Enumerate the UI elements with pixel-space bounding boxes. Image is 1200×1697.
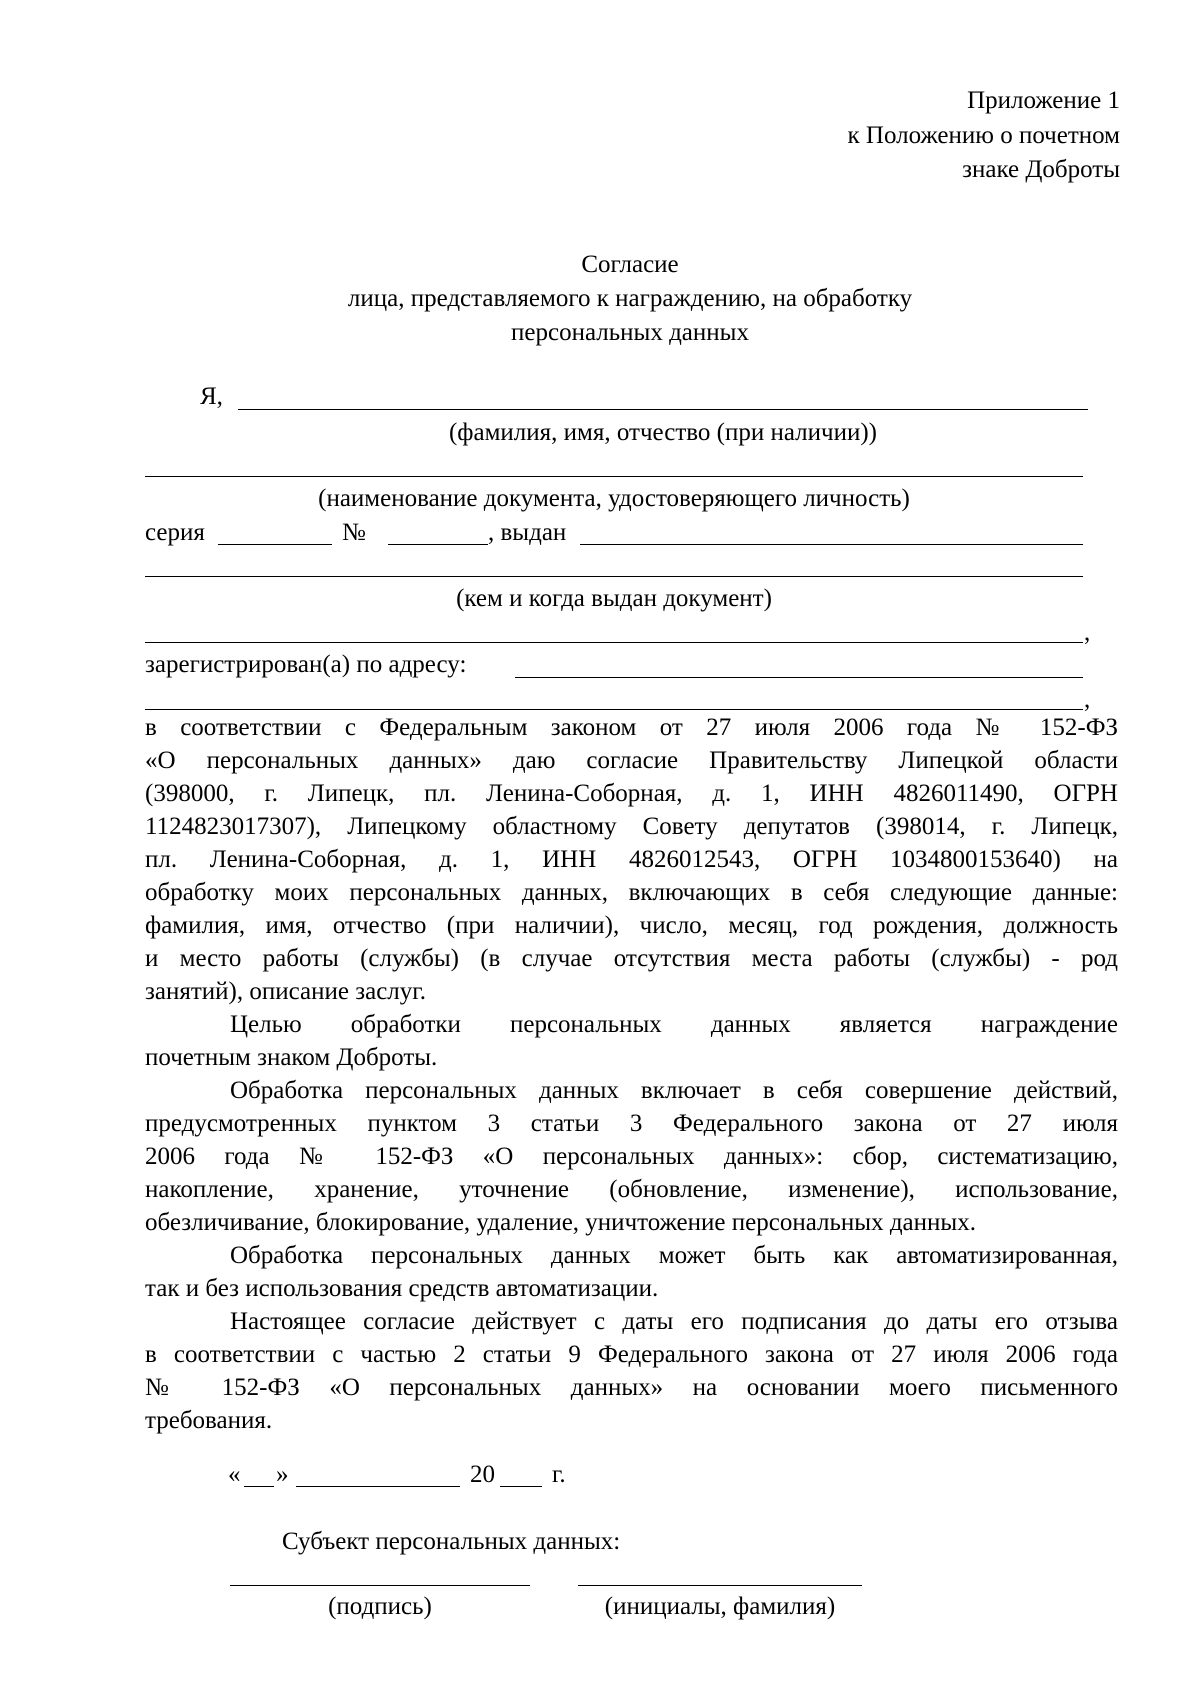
body-line: накопление, хранение, уточнение (обновление, изменение), использование, [145, 1176, 1118, 1203]
body-line: в соответствии с частью 2 статьи 9 Федерального закона от 27 июля 2006 года [145, 1341, 1118, 1368]
year-field-line[interactable] [500, 1486, 542, 1487]
registered-label: зарегистрирован(а) по адресу: [145, 651, 467, 678]
body-line: так и без использования средств автоматизации. [145, 1275, 659, 1302]
subject-label: Субъект персональных данных: [282, 1528, 621, 1555]
body-line: обработку моих персональных данных, включающих в себя следующие данные: [145, 879, 1118, 906]
body-line: Обработка персональных данных включает в себя совершение действий, [230, 1077, 1118, 1104]
issued-field-line[interactable] [580, 544, 1083, 545]
body-line: обезличивание, блокирование, удаление, уничтожение персональных данных. [145, 1209, 976, 1236]
body-line: предусмотренных пунктом 3 статьи 3 Федерального закона от 27 июля [145, 1110, 1118, 1137]
number-sign-label: № [342, 519, 366, 546]
appendix-number: Приложение 1 [967, 87, 1120, 114]
body-line: пл. Ленина-Соборная, д. 1, ИНН 4826012543, ОГРН 1034800153640) на [145, 846, 1118, 873]
body-line: № 152-ФЗ «О персональных данных» на основании моего письменного [145, 1374, 1118, 1401]
appendix-reference: к Положению о почетном [847, 122, 1120, 149]
comma-mark: , [1084, 619, 1091, 646]
seria-label: серия [145, 519, 205, 546]
body-line: в соответствии с Федеральным законом от 27 июля 2006 года № 152-ФЗ [145, 714, 1118, 741]
issued-by-hint: (кем и когда выдан документ) [456, 585, 772, 612]
seria-field-line[interactable] [218, 544, 332, 545]
body-line: Обработка персональных данных может быть как автоматизированная, [230, 1242, 1118, 1269]
ya-label: Я, [200, 383, 223, 410]
fio-hint: (фамилия, имя, отчество (при наличии)) [448, 419, 878, 446]
body-line: «О персональных данных» даю согласие Правительству Липецкой области [145, 747, 1118, 774]
initials-hint: (инициалы, фамилия) [604, 1593, 836, 1620]
initials-field-line[interactable] [578, 1585, 862, 1586]
day-field-line[interactable] [244, 1486, 274, 1487]
issued-label: , выдан [488, 519, 567, 546]
comma-mark-2: , [1084, 686, 1091, 713]
year-suffix: г. [552, 1461, 566, 1488]
doc-subtitle: лица, представляемого к награждению, на обработку [347, 285, 913, 312]
body-line: Целью обработки персональных данных является награждение [230, 1011, 1118, 1038]
body-line: 2006 года № 152-ФЗ «О персональных данных»: сбор, систематизацию, [145, 1143, 1118, 1170]
body-line: Настоящее согласие действует с даты его подписания до даты его отзыва [230, 1308, 1118, 1335]
address-field-line[interactable] [515, 677, 1083, 678]
issued-extra-field-line[interactable] [145, 642, 1083, 643]
address-extra-field-line[interactable] [145, 709, 1083, 710]
body-line: 1124823017307), Липецкому областному Совету депутатов (398014, г. Липецк, [145, 813, 1118, 840]
body-line: фамилия, имя, отчество (при наличии), число, месяц, год рождения, должность [145, 912, 1118, 939]
fio-field-line[interactable] [238, 409, 1088, 410]
signature-hint: (подпись) [328, 1593, 432, 1620]
month-field-line[interactable] [296, 1486, 460, 1487]
body-line: занятий), описание заслуг. [145, 978, 426, 1005]
body-line: (398000, г. Липецк, пл. Ленина-Соборная, д. 1, ИНН 4826011490, ОГРН [145, 780, 1118, 807]
body-line: требования. [145, 1407, 273, 1434]
appendix-reference-2: знаке Доброты [962, 156, 1120, 183]
body-line: и место работы (службы) (в случае отсутствия места работы (службы) - род [145, 945, 1118, 972]
document-name-field-line[interactable] [145, 476, 1083, 477]
body-line: почетным знаком Доброты. [145, 1044, 438, 1071]
date-open-quote: « [228, 1461, 241, 1488]
doc-subtitle-2: персональных данных [511, 319, 749, 346]
date-close-quote: » [276, 1461, 289, 1488]
issued-by-field-line[interactable] [145, 576, 1083, 577]
number-field-line[interactable] [388, 544, 488, 545]
document-hint: (наименование документа, удостоверяющего личность) [318, 485, 910, 512]
signature-field-line[interactable] [230, 1585, 530, 1586]
year-prefix: 20 [470, 1461, 495, 1488]
doc-title: Согласие [581, 251, 679, 278]
